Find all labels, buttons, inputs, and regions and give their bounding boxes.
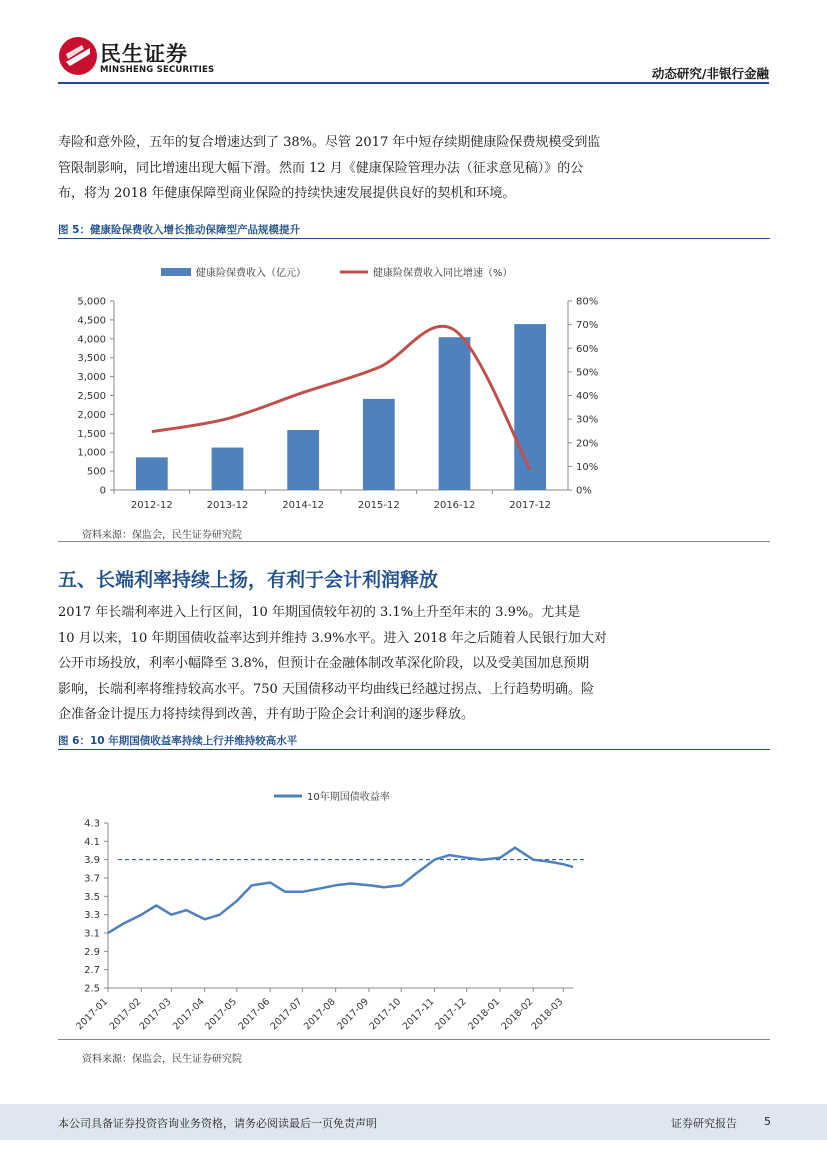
legend-label-yield: 10年期国债收益率: [307, 792, 390, 803]
y-tick-label-left: 1,000: [77, 447, 106, 459]
x-tick-label: 2016-12: [433, 500, 476, 511]
y-tick-label-left: 3,000: [77, 372, 106, 384]
figure6-source-rule: [58, 1039, 770, 1040]
paragraph-line: 布，将为 2018 年健康保障型商业保险的持续快速发展提供良好的契机和环境。: [58, 186, 516, 201]
report-category: 动态研究/非银行金融: [651, 66, 769, 81]
y-tick-label: 3.9: [84, 855, 100, 867]
x-tick-label: 2018-03: [529, 996, 566, 1033]
paragraph-line: 管限制影响，同比增速出现大幅下滑。然而 12 月《健康保险管理办法（征求意见稿）》的公: [58, 160, 584, 176]
chart5-growth-line: [152, 326, 530, 470]
legend-label-growth: 健康险保费收入同比增速（%）: [373, 268, 513, 279]
y-tick-label: 2.7: [84, 965, 100, 977]
figure5-title-rule: [58, 238, 770, 239]
y-tick-label: 3.3: [84, 910, 100, 922]
y-tick-label-right: 50%: [576, 367, 599, 379]
x-tick-label: 2017-12: [509, 500, 552, 511]
figure5-source-rule: [58, 541, 770, 542]
company-logo: [58, 36, 218, 80]
logo-text-en: MINSHENG SECURITIES: [100, 65, 215, 75]
x-tick-label: 2017-11: [400, 996, 437, 1033]
bar-premium: [363, 399, 395, 490]
y-tick-label-right: 30%: [576, 414, 599, 426]
y-tick-label-left: 4,000: [77, 334, 106, 346]
y-tick-label-left: 1,500: [77, 428, 106, 440]
y-tick-label-left: 2,000: [77, 409, 106, 421]
figure6-source: 资料来源：保监会，民生证券研究院: [82, 1054, 242, 1065]
figure5-title: 图 5：健康险保费收入增长推动保障型产品规模提升: [58, 224, 300, 236]
y-tick-label-left: 500: [86, 466, 106, 478]
chart6-axes: [74, 819, 573, 1033]
figure6-chart: [58, 780, 770, 1045]
bar-premium: [287, 430, 319, 490]
paragraph-health-insurance: [58, 130, 770, 207]
bar-premium: [212, 448, 244, 490]
paragraph-line: 2017 年长端利率进入上行区间，10 年期国债较年初的 3.1%上升至年末的 3.9%。尤其是: [58, 605, 581, 620]
footer-report-type: 证券研究报告: [671, 1117, 737, 1130]
x-tick-label: 2017-12: [432, 996, 469, 1033]
y-tick-label-right: 10%: [576, 461, 599, 473]
x-tick-label: 2017-08: [301, 996, 338, 1033]
chart5-legend: [161, 266, 513, 279]
x-tick-label: 2015-12: [357, 500, 400, 511]
x-tick-label: 2012-12: [130, 500, 173, 511]
legend-label-premium: 健康险保费收入（亿元）: [196, 268, 306, 279]
paragraph-line: 影响，长端利率将维持较高水平。750 天国债移动平均曲线已经越过拐点、上行趋势明确。险: [58, 681, 594, 697]
x-tick-label: 2017-10: [367, 996, 404, 1033]
x-tick-label: 2017-04: [170, 996, 207, 1033]
y-tick-label: 4.1: [84, 836, 100, 848]
legend-swatch-bar: [161, 268, 191, 276]
y-tick-label: 4.3: [84, 818, 100, 830]
y-tick-label-left: 4,500: [77, 315, 106, 327]
y-tick-label-left: 3,500: [77, 353, 106, 365]
y-tick-label-right: 40%: [576, 391, 599, 402]
paragraph-line: 企准备金计提压力将持续得到改善，并有助于险企会计利润的逐步释放。: [58, 707, 475, 722]
x-tick-label: 2014-12: [282, 500, 325, 511]
x-tick-label: 2017-03: [137, 996, 174, 1033]
paragraph-line: 10 月以来，10 年期国债收益率达到并维持 3.9%水平。进入 2018 年之后随着人民银行加大对: [58, 630, 607, 646]
chart6-legend: [274, 790, 390, 803]
header-divider: [58, 82, 769, 84]
x-tick-label: 2017-02: [107, 996, 144, 1033]
x-tick-label: 2017-09: [335, 996, 372, 1033]
figure6-title: 图 6：10 年期国债收益率持续上行并维持较高水平: [58, 735, 298, 747]
paragraph-line: 公开市场投放，利率小幅降至 3.8%，但预计在金融体制改革深化阶段，以及受美国加息预期: [58, 656, 590, 671]
y-tick-label-left: 5,000: [77, 296, 106, 308]
y-tick-label-right: 70%: [576, 320, 599, 332]
chart6-yield-line: [108, 848, 573, 933]
figure5-chart: [58, 255, 770, 525]
y-tick-label-right: 80%: [576, 296, 599, 308]
bar-premium: [136, 457, 168, 490]
chart5-bars: [136, 324, 546, 490]
paragraph-line: 寿险和意外险，五年的复合增速达到了 38%。尽管 2017 年中短存续期健康险保费规模受到监: [58, 135, 601, 150]
y-tick-label-right: 60%: [576, 343, 599, 355]
y-tick-label: 3.7: [84, 873, 100, 885]
minsheng-logo-icon: [58, 36, 98, 76]
y-tick-label: 2.9: [84, 946, 100, 958]
y-tick-label-left: 0: [99, 485, 106, 497]
y-tick-label-right: 0%: [576, 485, 592, 497]
paragraph-interest-rate: [58, 600, 770, 728]
x-tick-label: 2017-01: [74, 996, 111, 1033]
bar-premium: [439, 337, 471, 490]
y-tick-label: 2.5: [84, 983, 100, 995]
figure6-title-rule: [58, 749, 770, 750]
footer-disclaimer: 本公司具备证券投资咨询业务资格，请务必阅读最后一页免责声明: [58, 1117, 377, 1130]
x-tick-label: 2017-06: [236, 996, 273, 1033]
growth-line: [152, 326, 530, 470]
footer-page-number: 5: [764, 1115, 771, 1128]
x-tick-label: 2018-02: [499, 996, 536, 1033]
logo-text-cn: 民生证券: [100, 42, 188, 66]
y-tick-label: 3.5: [84, 891, 100, 903]
x-tick-label: 2017-07: [268, 996, 305, 1033]
bar-premium: [514, 324, 546, 490]
y-tick-label-right: 20%: [576, 438, 599, 450]
figure5-source: 资料来源：保监会，民生证券研究院: [82, 530, 242, 541]
x-tick-label: 2013-12: [206, 500, 249, 511]
y-tick-label-left: 2,500: [77, 391, 106, 402]
x-tick-label: 2017-05: [203, 996, 239, 1033]
yield-line: [108, 848, 573, 933]
section-title: 五、长端利率持续上扬，有利于会计利润释放: [58, 569, 439, 591]
y-tick-label: 3.1: [84, 928, 100, 940]
x-tick-label: 2018-01: [466, 996, 503, 1033]
